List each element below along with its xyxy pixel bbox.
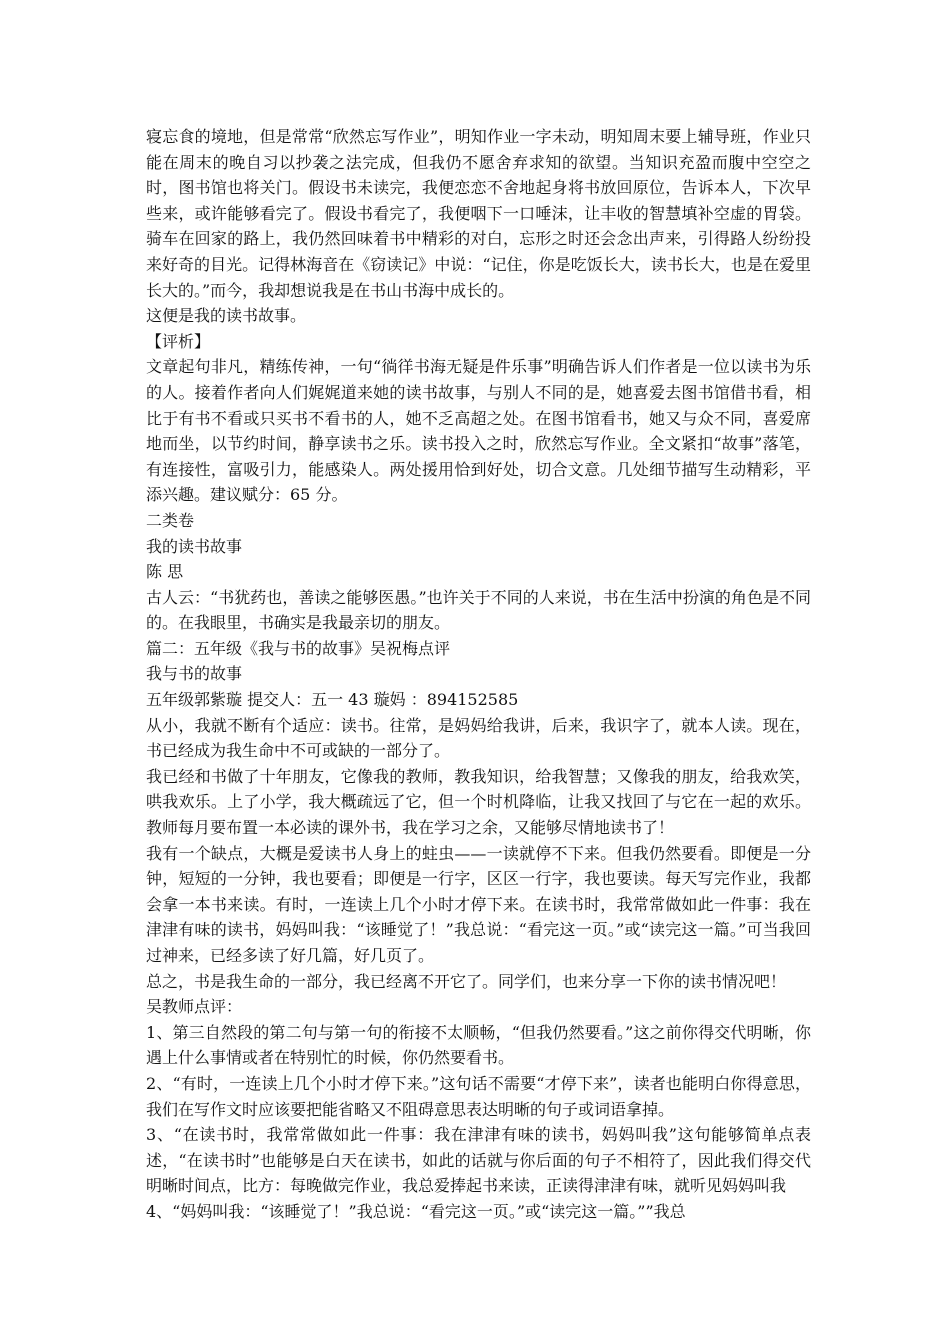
essay-paragraph: 我有一个缺点，大概是爱读书人身上的蛀虫——一读就停不下来。但我仍然要看。即便是一分钟，短短的一分钟，我也要看；即便是一行字，区区一行字，我也要读。每天写完作业，我都会拿一本书来读。有时，一连读上几个小时才停下来。在读书时，我常常做如此一件事：我在津津有味的读书，妈妈叫我：“该睡觉了！”我总说：“看完这一页。”或“读完这一篇。”可当我回过神来，已经多读了好几篇，好几页了。 xyxy=(146,843,811,965)
teacher-comment-item: 3、“在读书时，我常常做如此一件事：我在津津有味的读书，妈妈叫我”这句能够简单点表述，“在读书时”也能够是白天在读书，如此的话就与你后面的句子不相符了，因此我们得交代明晰时间点，比方：每晚做完作业，我总爱捧起书来读，正读得津津有味，就听见妈妈叫我 xyxy=(146,1125,811,1196)
essay-paragraph: 我已经和书做了十年朋友，它像我的教师，教我知识，给我智慧；又像我的朋友，给我欢笑，哄我欢乐。上了小学，我大概疏远了它，但一个时机降临，让我又找回了与它在一起的欢乐。教师每月要布置一本必读的课外书，我在学习之余，又能够尽情地读书了！ xyxy=(146,766,811,838)
essay-author: 陈 思 xyxy=(146,562,184,582)
paragraph-conclusion: 这便是我的读书故事。 xyxy=(146,306,307,326)
review-text: 文章起句非凡，精练传神，一句“徜徉书海无疑是件乐事”明确告诉人们作者是一位以读书为乐的人。接着作者向人们娓娓道来她的读书故事，与别人不同的是，她喜爱去图书馆借书看，相比于有书不看或只买书不看书的人，她不乏高超之处。在图书馆看书，她又与众不同，喜爱席地而坐，以节约时间，静享读书之乐。读书投入之时，欣然忘写作业。全文紧扣“故事”落笔，有连接性，富吸引力，能感染人。两处援用恰到好处，切合文意。几处细节描写生动精彩，平添兴趣。建议赋分：65 分。 xyxy=(146,357,811,505)
document-body xyxy=(146,124,811,1225)
essay-title: 我的读书故事 xyxy=(146,536,243,556)
category-heading: 二类卷 xyxy=(146,510,195,530)
teacher-comment-heading: 吴教师点评： xyxy=(146,997,243,1017)
essay-paragraph: 古人云：“书犹药也，善读之能够医愚。”也许关于不同的人来说，书在生活中扮演的角色是不同的。在我眼里，书确实是我最亲切的朋友。 xyxy=(146,587,811,633)
teacher-comment-item: 1、第三自然段的第二句与第一句的衔接不太顺畅，“但我仍然要看。”这之前你得交代明晰，你遇上什么事情或者在特别忙的时候，你仍然要看书。 xyxy=(146,1022,811,1068)
teacher-comment-item: 2、“有时，一连读上几个小时才停下来。”这句话不需要“才停下来”，读者也能明白你得意思，我们在写作文时应该要把能省略又不阻碍意思表达明晰的句子或词语拿掉。 xyxy=(146,1073,811,1119)
essay-paragraph: 总之，书是我生命的一部分，我已经离不开它了。同学们，也来分享一下你的读书情况吧！ xyxy=(146,971,787,991)
review-heading: 【评析】 xyxy=(146,331,211,351)
essay-paragraph: 从小，我就不断有个适应：读书。往常，是妈妈给我讲，后来，我识字了，就本人读。现在，书已经成为我生命中不可或缺的一部分了。 xyxy=(146,715,811,761)
essay-title: 我与书的故事 xyxy=(146,664,243,684)
teacher-comment-item: 4、“妈妈叫我：“该睡觉了！”我总说：“看完这一页。”或“读完这一篇。””我总 xyxy=(146,1201,686,1221)
section-heading: 篇二：五年级《我与书的故事》吴祝梅点评 xyxy=(146,638,451,658)
paragraph-intro-continuation: 寝忘食的境地，但是常常“欣然忘写作业”，明知作业一字未动，明知周末要上辅导班，作业只能在周末的晚自习以抄袭之法完成，但我仍不愿舍弃求知的欲望。当知识充盈而腹中空空之时，图书馆也将关门。假设书未读完，我便恋恋不舍地起身将书放回原位，告诉本人，下次早些来，或许能够看完了。假设书看完了，我便咽下一口唾沫，让丰收的智慧填补空虚的胃袋。骑车在回家的路上，我仍然回味着书中精彩的对白，忘形之时还会念出声来，引得路人纷纷投来好奇的目光。记得林海音在《窃读记》中说：“记住，你是吃饭长大，读书长大，也是在爱里长大的。”而今，我却想说我是在书山书海中成长的。 xyxy=(146,127,811,300)
essay-author-info: 五年级郭紫璇 提交人：五一 43 璇妈 ：894152585 xyxy=(146,690,519,710)
